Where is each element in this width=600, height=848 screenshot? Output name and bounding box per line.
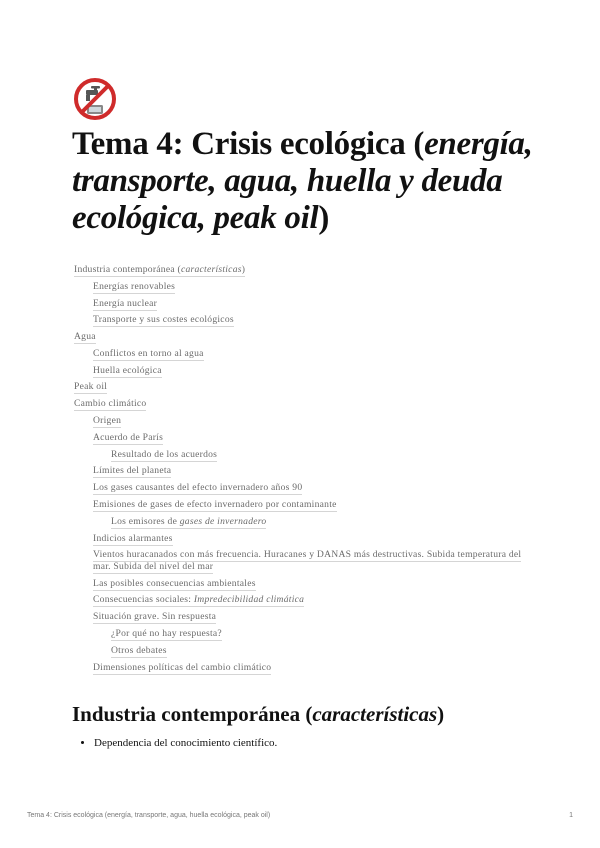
toc-link-text[interactable]: Los gases causantes del efecto invernadero años 90 xyxy=(93,482,303,494)
toc-link-text[interactable]: Energía nuclear xyxy=(93,297,158,309)
toc-link-text[interactable]: Resultado de los acuerdos xyxy=(111,448,218,460)
toc-link-text[interactable]: Transporte y sus costes ecológicos xyxy=(93,314,234,326)
toc-link-text[interactable]: Origen xyxy=(93,415,122,427)
page-title: Tema 4: Crisis ecológica (energía, transporte, agua, huella y deuda ecológica, peak oil) xyxy=(72,126,533,236)
toc-link[interactable] xyxy=(93,576,534,593)
toc-link[interactable] xyxy=(93,547,534,575)
toc-link[interactable] xyxy=(93,312,534,329)
toc-link[interactable] xyxy=(93,296,534,313)
toc-link[interactable] xyxy=(93,413,534,430)
toc-link[interactable] xyxy=(93,463,534,480)
toc-link[interactable] xyxy=(111,643,534,660)
toc-link-text[interactable]: Límites del planeta xyxy=(93,465,172,477)
section-heading-italic: características xyxy=(312,702,438,726)
toc-link-text[interactable]: Dimensiones políticas del cambio climático xyxy=(93,661,272,673)
toc-link[interactable] xyxy=(93,592,534,609)
toc-link[interactable] xyxy=(74,262,534,279)
toc-link[interactable] xyxy=(93,497,534,514)
toc-link[interactable] xyxy=(74,396,534,413)
no-water-tap-icon xyxy=(74,78,116,120)
toc-link-text[interactable]: Acuerdo de París xyxy=(93,431,164,443)
toc-link-text[interactable]: Indicios alarmantes xyxy=(93,532,173,544)
toc-link-text[interactable]: Consecuencias sociales: Impredecibilidad climática xyxy=(93,594,305,606)
toc-link[interactable] xyxy=(93,279,534,296)
toc-link[interactable] xyxy=(74,329,534,346)
table-of-contents xyxy=(74,262,534,676)
toc-link-text[interactable]: Cambio climático xyxy=(74,398,147,410)
toc-link[interactable] xyxy=(93,430,534,447)
bullet-list xyxy=(74,736,277,750)
toc-link[interactable] xyxy=(93,660,534,677)
toc-link-text[interactable]: Otros debates xyxy=(111,644,167,656)
toc-link-text[interactable]: Emisiones de gases de efecto invernadero por contaminante xyxy=(93,498,337,510)
footer-title: Tema 4: Crisis ecológica (energía, transporte, agua, huella ecológica, peak oil) xyxy=(27,812,271,819)
toc-link[interactable] xyxy=(93,480,534,497)
list-item: • Dependencia del conocimiento científico. xyxy=(94,736,277,750)
toc-link-text[interactable]: Energías renovables xyxy=(93,280,176,292)
toc-link[interactable] xyxy=(93,609,534,626)
section-heading: Industria contemporánea (características) xyxy=(72,702,445,726)
page-title-italic: energía, transporte, agua, huella y deuda ecológica, peak oil xyxy=(72,126,533,236)
toc-link[interactable] xyxy=(111,626,534,643)
toc-link-text[interactable]: Situación grave. Sin respuesta xyxy=(93,611,217,623)
toc-link[interactable] xyxy=(93,363,534,380)
toc-link-text[interactable]: Agua xyxy=(74,331,96,343)
toc-link[interactable] xyxy=(93,346,534,363)
toc-link-text[interactable]: ¿Por qué no hay respuesta? xyxy=(111,628,222,639)
toc-link-text[interactable]: Huella ecológica xyxy=(93,364,162,376)
toc-link-text[interactable]: Vientos huracanados con más frecuencia. Huracanes y DANAS más destructivas. Subida temperatura del mar. Subida del nivel del mar xyxy=(93,549,522,572)
toc-link-text[interactable]: Industria contemporánea (características) xyxy=(74,264,246,275)
toc-link-text[interactable]: Peak oil xyxy=(74,381,108,393)
toc-link-text[interactable]: Las posibles consecuencias ambientales xyxy=(93,577,256,589)
toc-link[interactable] xyxy=(111,447,534,464)
toc-link[interactable] xyxy=(74,379,534,396)
toc-link[interactable] xyxy=(93,531,534,548)
toc-link-text[interactable]: Los emisores de gases de invernadero xyxy=(111,515,267,527)
page-number: 1 xyxy=(569,812,573,819)
page-footer xyxy=(27,812,573,819)
toc-link-text[interactable]: Conflictos en torno al agua xyxy=(93,347,204,359)
toc-link[interactable] xyxy=(111,514,534,531)
